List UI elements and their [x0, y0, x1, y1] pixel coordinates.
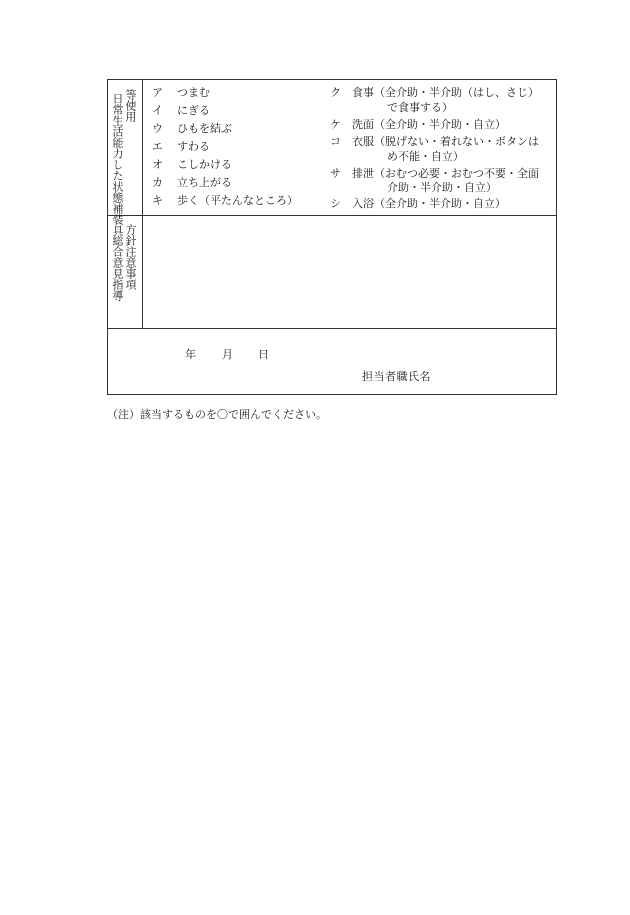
list-item[interactable]	[152, 104, 302, 118]
list-item[interactable]	[152, 176, 302, 190]
item-continuation: 介助・半介助・自立）	[387, 181, 497, 194]
form-note: （注）該当するものを〇で囲んでください。	[107, 408, 327, 421]
guidance-entry-area[interactable]	[144, 216, 556, 328]
date-year-label: 年	[185, 348, 196, 361]
item-kana: コ	[330, 135, 341, 148]
list-item[interactable]	[152, 122, 302, 136]
list-item[interactable]	[330, 167, 554, 181]
item-text: 立ち上がる	[177, 176, 232, 189]
list-item[interactable]	[330, 118, 554, 132]
item-text: にぎる	[177, 104, 210, 117]
guidance-label-cell	[108, 216, 143, 328]
item-text: つまむ	[177, 86, 210, 99]
list-item[interactable]	[152, 86, 302, 100]
item-kana: シ	[330, 197, 341, 210]
guidance-label-col1: 方針注意事項	[124, 224, 137, 290]
signer-name-label: 担当者職氏名	[362, 370, 431, 383]
item-text: 衣服（脱げない・着れない・ボタンは	[352, 135, 539, 148]
item-kana: キ	[152, 194, 163, 207]
assessment-form-table	[107, 79, 557, 395]
list-item[interactable]	[152, 158, 302, 172]
date-month-label: 月	[222, 348, 233, 361]
daily-living-label-col1: 等使用	[124, 89, 137, 122]
daily-living-label-col2: 日常生活能力した状態補装具	[111, 93, 124, 236]
item-kana: サ	[330, 167, 341, 180]
item-kana: カ	[152, 176, 163, 189]
daily-living-label-cell	[108, 80, 143, 236]
item-text: 排泄（おむつ必要・おむつ不要・全面	[352, 167, 539, 180]
item-kana: ク	[330, 86, 341, 99]
item-kana: ケ	[330, 118, 341, 131]
list-item[interactable]	[330, 135, 554, 149]
list-item[interactable]	[152, 140, 302, 154]
item-kana: ウ	[152, 122, 163, 135]
guidance-row	[108, 216, 556, 329]
item-text: 洗面（全介助・半介助・自立）	[352, 118, 506, 131]
item-text: ひもを結ぶ	[177, 122, 232, 135]
daily-living-row	[108, 80, 556, 236]
guidance-label-col2: 総合意見指導	[111, 235, 124, 301]
item-continuation: で食事する）	[387, 101, 453, 114]
item-kana: イ	[152, 104, 163, 117]
list-item[interactable]	[330, 86, 554, 100]
date-day-label: 日	[258, 348, 269, 361]
item-text: 食事（全介助・半介助（はし、さじ）	[352, 86, 539, 99]
list-item[interactable]	[330, 197, 554, 211]
item-kana: エ	[152, 140, 163, 153]
item-kana: ア	[152, 86, 163, 99]
item-kana: オ	[152, 158, 163, 171]
list-item[interactable]	[152, 194, 322, 208]
item-text: 歩く（平たんなところ）	[177, 194, 298, 207]
item-text: すわる	[177, 140, 210, 153]
item-text: 入浴（全介助・半介助・自立）	[352, 197, 506, 210]
signature-row	[108, 329, 556, 394]
item-text: こしかける	[177, 158, 232, 171]
item-continuation: め不能・自立）	[387, 150, 464, 163]
